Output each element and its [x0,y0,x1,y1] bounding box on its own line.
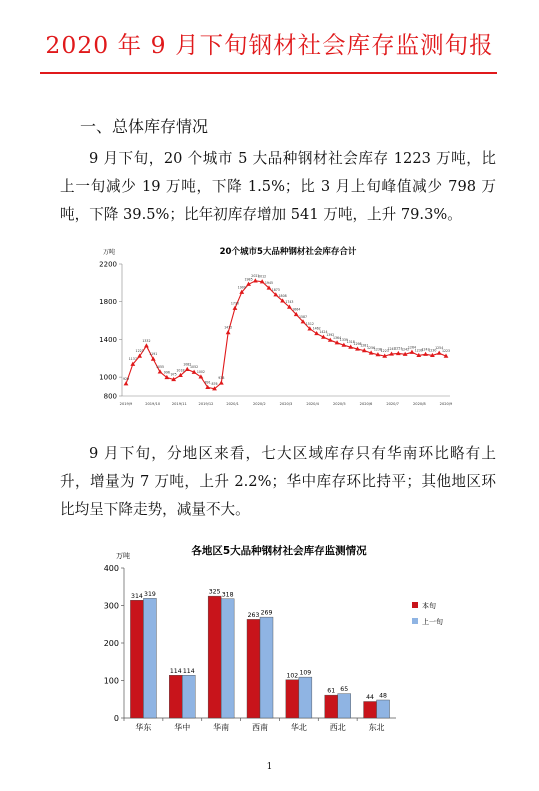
bar-chart-bar [169,675,182,718]
line-chart-unit-label: 万吨 [103,249,116,256]
line-chart-point [144,343,149,347]
bar-chart-category-label: 华北 [290,723,307,732]
line-chart-x-tick-label: 2020/9 [439,402,453,406]
line-chart-data-label: 1242 [401,347,410,352]
legend-swatch-previous [412,618,418,624]
bar-chart-bar [377,700,390,718]
line-chart-data-label: 1587 [298,314,308,319]
page-number: 1 [266,762,273,772]
line-chart-x-tick-label: 2020/3 [279,402,293,406]
line-chart-data-label: 1332 [142,338,151,343]
line-chart-data-label: 1339 [339,338,348,343]
line-chart-data-label: 1052 [190,365,199,370]
bar-chart-y-tick-label: 200 [103,639,119,648]
bar-chart-bar [286,680,299,718]
line-chart-data-label: 1082 [183,362,192,367]
line-chart-data-label: 1808 [278,293,287,298]
line-chart-data-label: 1223 [441,349,451,354]
line-chart-data-label: 2021 [251,273,260,278]
line-chart-data-label: 876 [211,381,218,386]
section-heading: 一、总体库存情况 [80,117,209,136]
line-chart-data-label: 1055 [155,364,165,369]
bar-chart-unit-label: 万吨 [116,552,130,560]
line-chart-x-tick-label: 2020/6 [359,402,373,406]
bar-chart-data-label: 318 [221,591,234,599]
line-chart-y-tick-label: 1400 [99,335,117,344]
line-chart-x-tick-label: 2020/1 [226,402,239,406]
bar-chart-data-label: 48 [379,692,388,700]
bar-chart-data-label: 114 [182,667,195,675]
bar-chart-bar [247,619,260,718]
bar-chart-y-tick-label: 300 [103,601,119,611]
bar-chart-data-label: 61 [327,687,336,695]
line-chart-data-label: 1873 [271,287,280,292]
line-chart-data-label: 1238 [373,347,382,352]
line-chart-point [158,369,163,373]
line-chart-data-label: 975 [170,372,177,377]
line-chart-point [233,306,238,310]
line-chart-data-label: 938 [218,375,225,380]
bar-chart-y-tick-label: 0 [113,714,119,723]
line-chart-title: 20个城市5大品种钢材社会库存合计 [219,247,357,257]
line-chart-point [423,352,428,356]
line-chart-y-tick-label: 2200 [99,260,117,269]
line-chart-data-label: 1230 [428,348,437,353]
line-chart-point [396,351,401,355]
bar-chart-data-label: 65 [340,686,349,694]
line-chart-x-tick-label: 2019/11 [171,402,187,406]
paragraph-total-inventory: 9 月下旬，20 个城市 5 大品种钢材社会库存 1223 万吨，比上一旬减少 19 万吨，下降 1.5%；比 3 月上旬峰值减少 798 万吨，下降 39.5%；比年初库存增加 541 万吨，上升 79.3%。 [60,150,496,223]
line-chart-y-tick-label: 800 [103,392,117,401]
bar-chart-bar [338,694,351,718]
bar-chart-category-label: 东北 [368,723,385,732]
bar-chart-data-label: 325 [208,588,221,596]
bar-chart-category-label: 西北 [329,723,346,732]
line-chart-data-label: 1256 [367,346,376,351]
line-chart-data-label: 1251 [394,346,403,351]
bar-chart-data-label: 269 [260,609,273,617]
line-chart-data-label: 1264 [407,345,417,350]
line-chart-point [185,367,190,371]
line-chart-data-label: 1223 [135,349,144,354]
line-chart-x-tick-label: 2019/12 [198,402,214,406]
line-chart-data-label: 1018 [176,368,185,373]
line-chart-data-label: 1392 [326,333,335,338]
title-divider [40,72,497,74]
bar-chart-category-label: 华东 [135,723,152,732]
line-chart-data-label: 1462 [312,326,321,331]
bar-chart-bar [299,677,312,718]
bar-chart-data-label: 314 [131,592,143,600]
bar-chart-bar [208,596,221,718]
bar-chart-data-label: 319 [144,590,156,598]
line-chart-x-tick-label: 2019/10 [145,402,161,406]
bar-chart-category-label: 华南 [213,723,230,732]
bar-chart-bar [364,702,377,719]
line-chart-data-label: 1230 [414,348,423,353]
bar-chart-bar [130,600,143,718]
legend-swatch-current [412,602,418,608]
line-chart-data-label: 1985 [244,277,253,282]
bar-chart-category-label: 华中 [174,723,191,732]
bar-chart-y-tick-label: 400 [103,564,119,573]
bar-chart-bar [221,599,234,718]
line-chart-data-label: 1664 [292,307,301,312]
line-chart-data-label: 1223 [380,349,389,354]
line-chart-x-tick-label: 2020/8 [413,402,426,406]
line-chart-data-label: 1472 [224,325,233,330]
bar-chart-category-label: 西南 [252,723,268,732]
line-chart-point [253,278,258,282]
bar-chart-y-tick-label: 100 [103,676,119,686]
bar-chart-legend [412,601,443,626]
line-chart-data-label: 1318 [346,340,355,345]
line-chart-x-tick-label: 2020/4 [306,402,319,406]
line-chart-data-label: 1242 [421,347,430,352]
line-chart-data-label: 996 [163,370,170,375]
line-chart-y-tick-label: 1800 [99,298,117,307]
line-chart-data-label: 1743 [285,300,294,305]
line-chart-data-label: 1254 [435,346,444,351]
line-chart-data-label: 1945 [264,281,274,286]
line-chart-data-label: 1900 [237,285,246,290]
bar-chart-bar [143,598,156,718]
line-chart-point [226,330,231,334]
bar-chart-bar [260,617,273,718]
line-chart-data-label: 1364 [333,335,342,340]
line-chart-data-label: 1245 [387,347,396,352]
line-chart-data-label: 2012 [258,274,267,279]
bar-chart-data-label: 109 [299,669,312,677]
line-chart-y-tick-label: 1000 [99,373,117,382]
line-chart-data-label: 1512 [305,321,314,326]
line-chart-x-tick-label: 2020/2 [253,402,266,406]
line-chart-data-label: 1281 [360,343,369,348]
line-chart-point [151,357,156,361]
line-chart-data-label: 891 [204,380,211,385]
line-chart-data-label: 1191 [149,352,158,357]
line-chart-x-tick-label: 2020/7 [386,402,399,406]
bar-chart-title: 各地区5大品种钢材社会库存监测情况 [191,545,367,557]
line-chart-point [437,351,442,355]
total-inventory-line-chart [92,240,464,408]
legend-label-current: 本旬 [422,602,436,610]
line-chart-data-label: 1730 [230,301,239,306]
bar-chart-data-label: 263 [247,611,260,619]
bar-chart-bar [325,695,338,718]
line-chart-data-label: 1137 [128,357,137,362]
line-chart-data-label: 1298 [353,342,362,347]
line-chart-point [219,380,224,384]
regional-inventory-bar-chart [86,538,472,738]
legend-label-previous: 上一旬 [422,618,443,626]
line-chart-data-label: 929 [122,376,130,381]
line-chart-point [410,350,415,354]
line-chart-data-label: 1424 [319,330,328,335]
bar-chart-bar [182,675,195,718]
paragraph-regional-inventory: 9 月下旬，分地区来看，七大区域库存只有华南环比略有上升，增量为 7 万吨，上升 2.2%；华中库存环比持平；其他地区环比均呈下降走势，减量不大。 [60,445,496,518]
line-chart-point [124,381,129,385]
line-chart-x-tick-label: 2019/9 [119,402,133,406]
bar-chart-data-label: 44 [366,694,375,701]
bar-chart-data-label: 114 [169,667,182,675]
line-chart-data-label: 1002 [196,369,205,374]
line-chart-x-tick-label: 2020/5 [333,402,346,406]
bar-chart-data-label: 102 [286,672,299,680]
report-title: 2020 年 9 月下旬钢材社会库存监测旬报 [45,31,494,59]
